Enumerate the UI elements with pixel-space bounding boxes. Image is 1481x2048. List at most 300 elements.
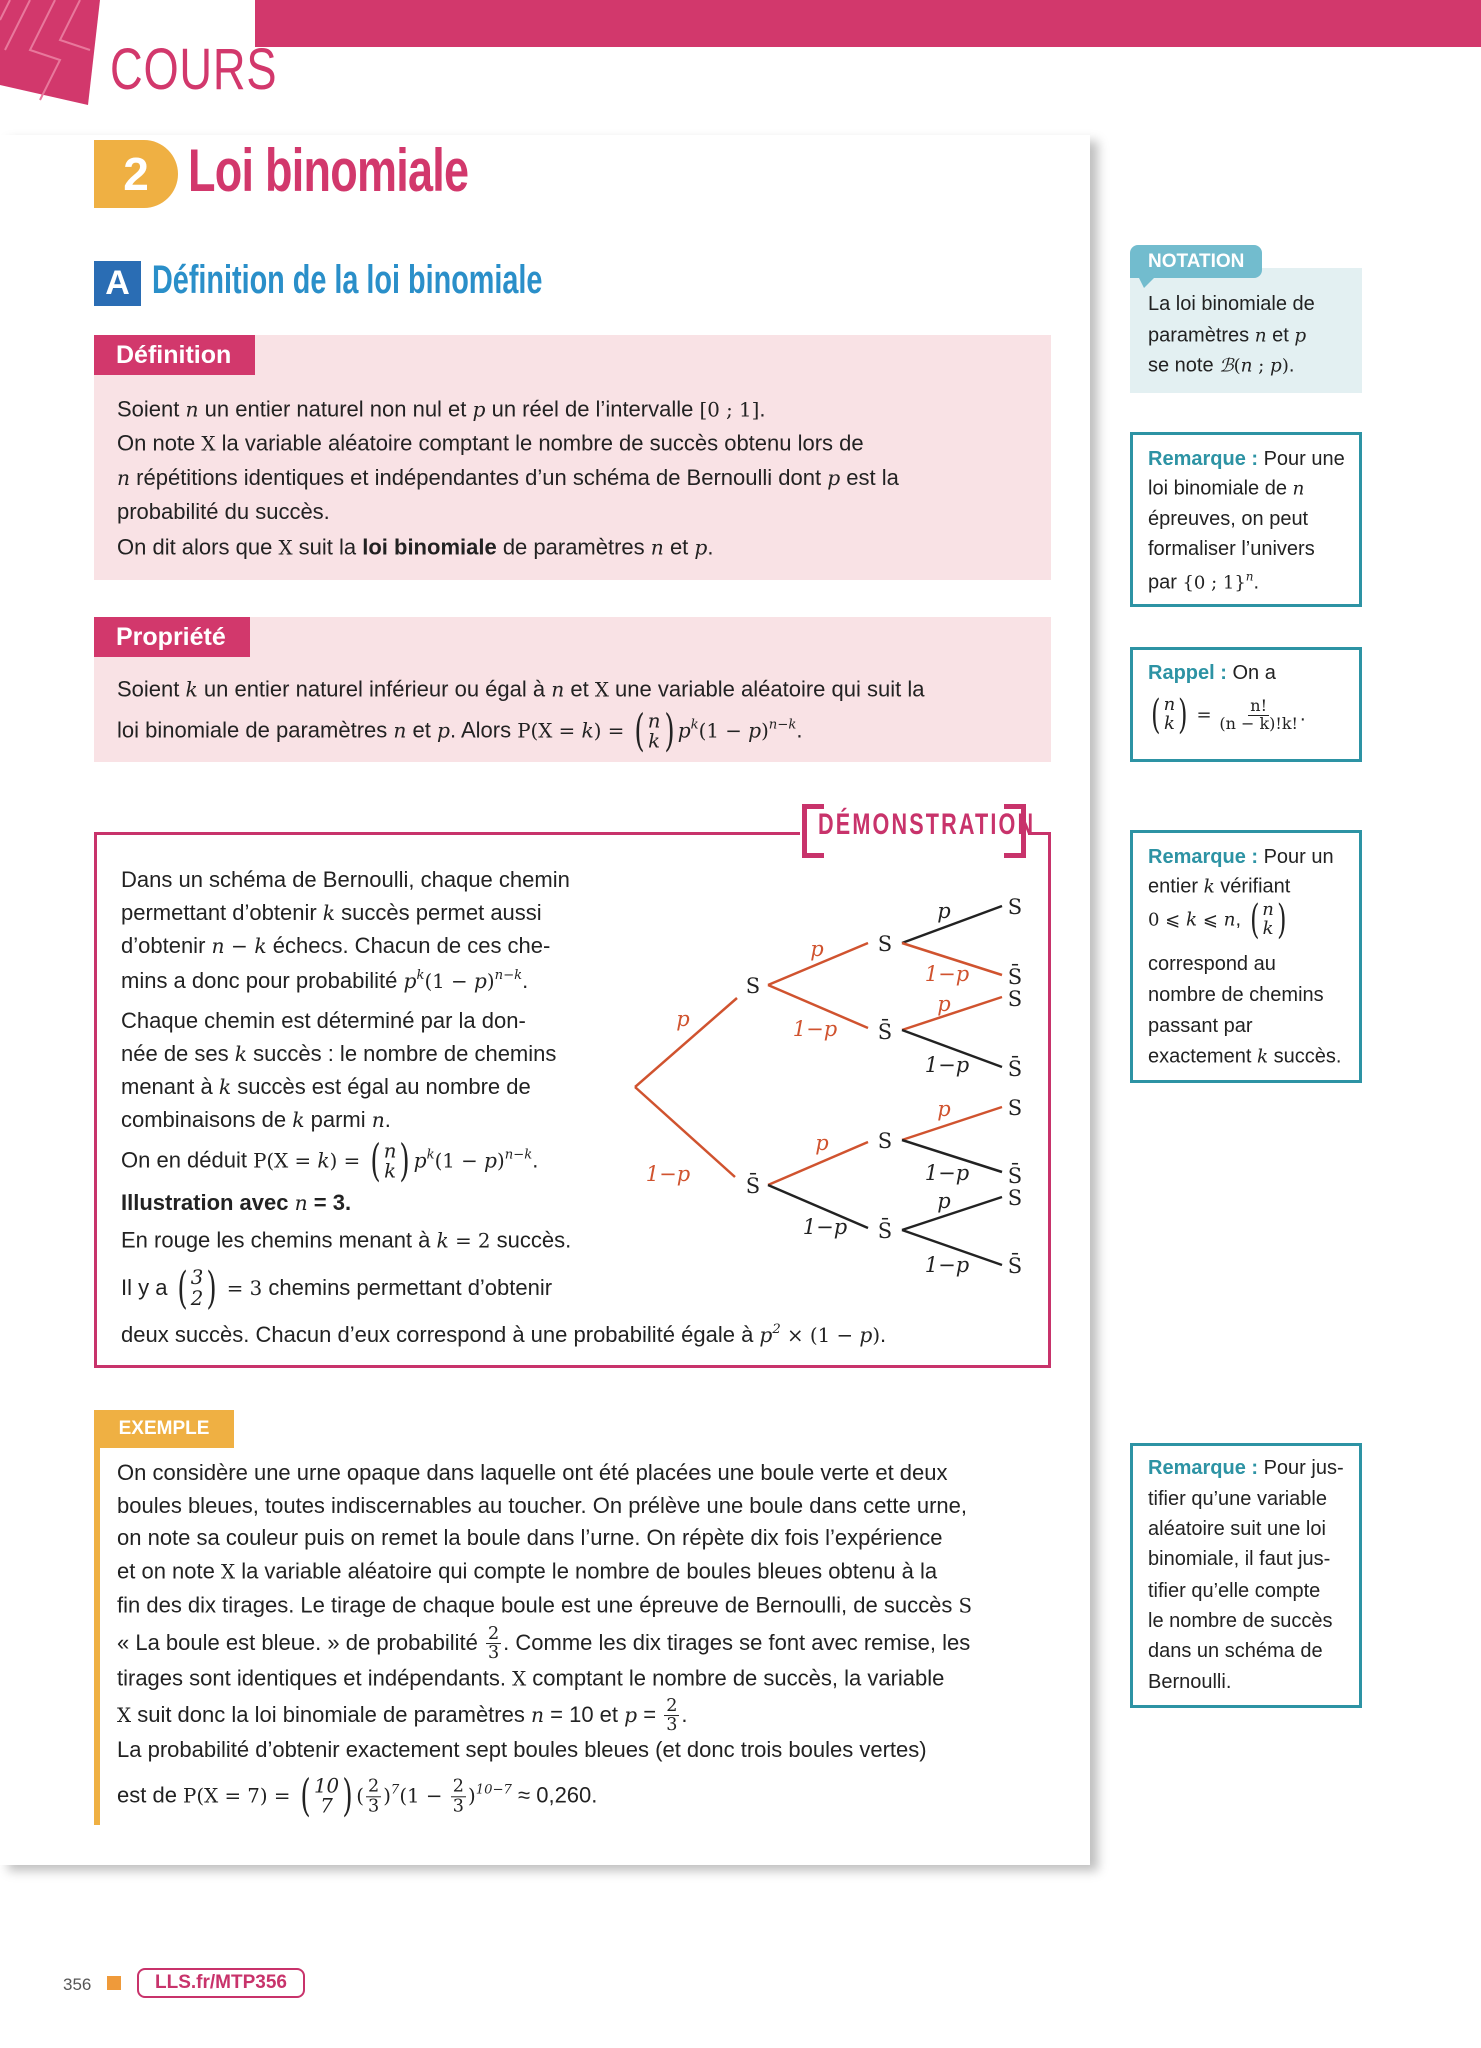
text-segment: tirages sont identiques et indépendants.	[117, 1665, 513, 1691]
paren-right: )	[663, 705, 675, 757]
bold-text: Illustration avec	[121, 1190, 295, 1215]
exponent: k	[426, 1147, 435, 1163]
text-line	[1148, 692, 1306, 738]
tree-leaf: S	[1007, 1096, 1023, 1120]
math-expression: ) =	[329, 1149, 367, 1173]
paren-left: (	[634, 705, 645, 757]
text-segment: suit donc la loi binomiale de paramètres	[131, 1701, 531, 1727]
fraction	[1219, 695, 1298, 733]
text-segment: menant à	[121, 1074, 219, 1099]
math-variable: p	[1270, 355, 1282, 377]
text-segment: tifier qu’elle compte	[1148, 1580, 1321, 1602]
math-variable: ℬ	[1219, 355, 1234, 377]
math-variable: n	[551, 677, 565, 702]
tree-leaf: S̄	[1007, 1254, 1023, 1278]
binomial-bottom: 7	[320, 1794, 333, 1818]
text-segment: On a	[1226, 662, 1276, 684]
exponent: 10−7	[475, 1782, 512, 1798]
text-segment: En rouge les chemins menant à	[121, 1227, 437, 1253]
bold-text: = 3.	[307, 1190, 352, 1215]
text-segment: suit la	[292, 534, 363, 560]
math-variable: n	[185, 397, 199, 422]
text-segment: chemins permettant d’obtenir	[262, 1274, 553, 1300]
text-line	[1148, 897, 1289, 943]
remark-heading: Remarque :	[1148, 448, 1259, 470]
binomial-top: n	[1163, 694, 1176, 716]
paren-right: )	[206, 1263, 218, 1314]
text-segment: une variable aléatoire qui suit la	[608, 676, 925, 702]
text-line	[117, 1589, 972, 1624]
exponent: 2	[772, 1321, 781, 1337]
math-expression: {0 ; 1}	[1182, 572, 1246, 594]
math-variable: p	[472, 397, 486, 422]
exponent: k	[416, 967, 425, 983]
math-variable: p	[437, 718, 450, 743]
fraction	[486, 1625, 501, 1663]
binomial-top: n	[647, 708, 661, 732]
math-expression: )	[872, 1324, 881, 1348]
text-segment: ≈ 0,260.	[511, 1782, 598, 1808]
text-segment: comptant le nombre de succès, la variable	[526, 1665, 945, 1691]
text-segment: est de	[117, 1782, 184, 1808]
branch-label: 1−p	[802, 1215, 848, 1239]
tree-branch	[902, 906, 1002, 943]
exponent: k	[690, 717, 699, 733]
fraction-numerator: 2	[666, 1696, 678, 1717]
math-expression: X	[201, 432, 216, 456]
branch-label: p	[937, 1189, 951, 1213]
math-expression: (	[356, 1784, 364, 1808]
text-segment: binomiale, il faut jus-	[1148, 1548, 1331, 1570]
math-expression: P(X =	[253, 1149, 318, 1173]
binomial-bottom: 2	[190, 1287, 204, 1310]
math-expression: )	[496, 1149, 505, 1173]
text-line	[1148, 287, 1315, 321]
math-expression: 0 ⩽	[1148, 909, 1186, 931]
math-expression: (1 −	[424, 970, 474, 994]
binomial-bottom: k	[1163, 713, 1175, 734]
math-variable: p	[624, 1702, 638, 1727]
math-variable: p	[694, 535, 708, 560]
branch-label: 1−p	[792, 1017, 838, 1041]
math-expression: = 2	[448, 1229, 491, 1253]
math-variable: n	[1240, 355, 1253, 377]
text-segment: « La boule est bleue. » de probabilité	[117, 1629, 484, 1655]
math-expression: )	[467, 1784, 476, 1808]
paren-right: )	[1276, 897, 1287, 943]
math-variable: n	[1223, 909, 1236, 931]
tree-node: S	[745, 974, 761, 998]
text-segment: La probabilité d’obtenir exactement sept boules bleues (et donc trois boules vertes)	[117, 1737, 927, 1762]
text-segment: entier	[1148, 875, 1204, 898]
text-segment: .	[1299, 703, 1306, 726]
text-segment: dans un schéma de	[1148, 1640, 1323, 1662]
branch-label: p	[815, 1131, 829, 1155]
binomial-top: 10	[313, 1773, 340, 1797]
text-segment: permettant d’obtenir	[121, 900, 323, 925]
tree-node: S̄	[745, 1174, 761, 1198]
text-line	[1148, 1634, 1323, 1668]
math-expression: ) =	[593, 719, 631, 743]
math-expression: (1 −	[399, 1784, 449, 1808]
math-expression: = 3	[220, 1276, 263, 1300]
text-segment: .	[522, 968, 529, 994]
text-segment: aléatoire suit une loi	[1148, 1518, 1326, 1540]
binomial-stack	[313, 1773, 340, 1818]
math-variable: n	[294, 1191, 308, 1215]
text-segment: et	[406, 717, 437, 743]
math-expression: ;	[1252, 355, 1271, 377]
text-segment: de paramètres	[496, 534, 651, 560]
text-segment: par	[1148, 571, 1183, 594]
exponent: 7	[390, 1782, 400, 1798]
text-segment: .	[880, 1322, 887, 1348]
binomial-top: n	[383, 1138, 397, 1162]
fraction	[366, 1778, 381, 1816]
text-line	[1148, 1040, 1341, 1075]
math-expression: (	[1233, 355, 1241, 377]
math-variable: k	[234, 1042, 248, 1066]
section-label: COURS	[110, 37, 278, 102]
math-expression: X	[220, 1560, 236, 1584]
example-bar	[94, 1410, 100, 1825]
branch-label: p	[937, 1097, 951, 1121]
binomial-bottom: k	[648, 729, 661, 753]
text-segment: un entier naturel inférieur ou égal à	[197, 676, 552, 702]
text-line	[1148, 1542, 1330, 1576]
math-variable: n	[1292, 478, 1305, 500]
tree-node: S̄	[877, 1020, 893, 1044]
math-expression: X	[117, 1703, 132, 1727]
text-line	[117, 1555, 937, 1590]
math-variable: n	[650, 535, 664, 560]
branch-label: 1−p	[645, 1162, 691, 1186]
text-line	[1148, 1512, 1326, 1546]
math-variable: k	[1185, 909, 1198, 931]
text-segment: Pour un	[1258, 846, 1334, 868]
text-segment: mins a donc pour probabilité	[121, 968, 404, 994]
text-line	[117, 1662, 944, 1697]
bold-text: loi binomiale	[362, 534, 497, 560]
text-line	[1148, 559, 1259, 600]
math-variable: p	[827, 466, 841, 490]
text-line	[1148, 349, 1294, 384]
text-segment: Pour jus-	[1258, 1457, 1344, 1479]
text-segment: . Alors	[449, 717, 518, 743]
math-expression: )	[383, 1784, 391, 1808]
paren-left: (	[1249, 897, 1260, 943]
text-segment: .	[384, 1107, 391, 1132]
math-variable: k	[1256, 1046, 1269, 1068]
text-segment: .	[759, 396, 766, 422]
branch-label: 1−p	[924, 1053, 970, 1077]
binomial-bottom: k	[384, 1159, 397, 1183]
text-line	[1148, 1451, 1344, 1485]
text-segment: on note sa couleur puis on remet la boule dans l’urne. On répète dix fois l’expérience	[117, 1525, 943, 1550]
binomial-coefficient	[1148, 692, 1191, 738]
branch-label: p	[810, 937, 824, 961]
tree-leaf: S	[1007, 1186, 1023, 1210]
text-segment: succès est égal au nombre de	[231, 1074, 531, 1099]
fraction-denominator: 3	[452, 1796, 464, 1817]
math-expression: P(X =	[517, 719, 582, 743]
math-variable: p	[473, 969, 487, 994]
math-variable: p	[413, 1148, 427, 1173]
binomial-stack	[1164, 696, 1176, 734]
text-segment: exactement	[1148, 1045, 1257, 1068]
text-segment: Soient	[117, 396, 186, 422]
text-line	[117, 1697, 688, 1735]
text-segment: le nombre de succès	[1148, 1610, 1333, 1632]
notation-label: NOTATION	[1130, 245, 1262, 278]
text-segment: Pour une	[1258, 448, 1345, 470]
branch-label: 1−p	[924, 1253, 970, 1277]
math-variable: k	[292, 1108, 305, 1132]
branch-label: p	[937, 899, 951, 923]
text-line	[1148, 1009, 1253, 1043]
math-variable: n	[530, 1702, 545, 1727]
text-segment: un entier naturel non nul et	[198, 396, 473, 422]
math-expression: ⩽	[1197, 909, 1224, 931]
text-line	[1148, 1665, 1231, 1699]
fraction-denominator: 3	[368, 1796, 380, 1817]
text-segment: nombre de chemins	[1148, 984, 1324, 1006]
paren-right: )	[399, 1135, 411, 1187]
text-segment: =	[637, 1701, 663, 1727]
page-title: Loi binomiale	[188, 137, 469, 204]
text-segment: .	[707, 534, 714, 560]
math-expression: X	[278, 536, 293, 560]
text-segment: deux succès. Chacun d’eux correspond à une probabilité égale à	[121, 1322, 760, 1348]
text-segment: .	[681, 1701, 688, 1727]
math-variable: k	[317, 1148, 330, 1173]
text-segment: La loi binomiale de	[1148, 293, 1315, 315]
text-segment: et	[564, 676, 595, 702]
text-segment: On en déduit	[121, 1147, 254, 1173]
text-segment: née de ses	[121, 1041, 235, 1066]
math-variable: p	[1294, 325, 1307, 347]
math-variable: n	[393, 718, 407, 743]
text-segment: probabilité du succès.	[117, 499, 330, 524]
demonstration-label: DÉMONSTRATION	[818, 808, 1036, 841]
text-segment: Chaque chemin est déterminé par la don-	[121, 1008, 526, 1033]
tree-leaf: S̄	[1007, 1164, 1023, 1188]
text-segment: .	[1288, 354, 1295, 377]
text-segment: vérifiant	[1214, 875, 1291, 898]
math-variable: k	[218, 1075, 232, 1099]
text-segment: correspond au	[1148, 953, 1276, 975]
remark-heading: Rappel :	[1148, 662, 1227, 684]
tree-leaf: S̄	[1007, 1057, 1023, 1081]
math-variable: p	[403, 969, 417, 994]
math-variable: n − k	[211, 934, 267, 958]
text-line	[117, 1521, 943, 1555]
math-expression: =	[1190, 704, 1218, 726]
tree-branch	[902, 1197, 1002, 1230]
subsection-title: Définition de la loi binomiale	[152, 258, 543, 302]
text-line	[117, 1733, 927, 1767]
paren-right: )	[1178, 692, 1188, 738]
paren-left: (	[1151, 692, 1161, 738]
math-variable: k	[1203, 876, 1215, 898]
fraction-denominator: (n − k)!k!	[1219, 713, 1298, 733]
remark-heading: Remarque :	[1148, 846, 1259, 868]
math-variable: k	[185, 677, 198, 702]
math-expression: )	[486, 970, 495, 994]
math-expression: (1 −	[434, 1149, 485, 1173]
text-segment: la variable aléatoire comptant le nombre de succès obtenu lors de	[215, 430, 864, 456]
remark-heading: Remarque :	[1148, 1457, 1259, 1479]
text-segment: Il y a	[121, 1274, 174, 1300]
fraction-denominator: 3	[487, 1643, 500, 1664]
text-segment: loi binomiale de paramètres	[117, 717, 394, 743]
exponent: n	[1245, 569, 1254, 584]
text-segment: tifier qu’une variable	[1148, 1488, 1327, 1510]
math-variable: p	[748, 718, 762, 743]
math-expression: P(X = 7) =	[183, 1784, 297, 1808]
math-variable: k	[436, 1228, 449, 1253]
math-variable: n	[371, 1108, 385, 1132]
text-segment: parmi	[304, 1107, 372, 1132]
fraction-denominator: 3	[666, 1715, 678, 1736]
math-variable: p	[859, 1323, 873, 1348]
binomial-top: 3	[190, 1266, 204, 1290]
math-expression: [0 ; 1]	[699, 398, 760, 422]
math-variable: p	[759, 1323, 773, 1348]
text-segment: = 10 et	[544, 1701, 625, 1727]
text-line	[1148, 502, 1308, 536]
text-segment: est la	[840, 465, 899, 490]
branch-label: 1−p	[924, 1161, 970, 1185]
property-label: Propriété	[94, 617, 250, 657]
text-segment: loi binomiale de	[1148, 477, 1293, 500]
math-expression: )	[1281, 355, 1289, 377]
text-segment: succès : le nombre de chemins	[247, 1041, 557, 1066]
text-segment: On considère une urne opaque dans laquelle ont été placées une boule verte et deux	[117, 1460, 948, 1485]
paren-left: (	[177, 1263, 188, 1314]
text-segment: formaliser l’univers	[1148, 538, 1315, 560]
text-line	[1148, 1482, 1327, 1516]
example-label: EXEMPLE	[94, 1410, 234, 1448]
math-variable: k	[322, 901, 336, 925]
fraction-numerator: 2	[368, 1776, 380, 1797]
text-segment: passant par	[1148, 1015, 1253, 1037]
text-line	[1148, 947, 1276, 981]
text-segment: un réel de l’intervalle	[485, 396, 700, 422]
text-segment: succès.	[1268, 1045, 1342, 1068]
resource-link[interactable]: LLS.fr/MTP356	[137, 1968, 305, 1998]
tree-leaf: S	[1007, 987, 1023, 1011]
text-segment: succès.	[490, 1227, 572, 1253]
math-expression: )	[761, 719, 769, 743]
math-expression: X	[512, 1667, 527, 1691]
tree-leaf: S	[1007, 895, 1023, 919]
branch-label: 1−p	[924, 962, 970, 986]
math-variable: k	[581, 718, 594, 743]
branch-label: p	[676, 1007, 690, 1031]
fraction-numerator: n!	[1250, 695, 1268, 715]
definition-label: Définition	[94, 335, 255, 375]
subsection-letter-badge: A	[94, 261, 141, 306]
branch-label: p	[937, 992, 951, 1016]
text-segment: combinaisons de	[121, 1107, 293, 1132]
text-line	[1148, 656, 1276, 690]
fraction	[664, 1697, 679, 1735]
page-number: 356	[63, 1975, 92, 1994]
text-line	[1148, 1574, 1320, 1608]
tree-node: S	[877, 1129, 893, 1153]
exponent: n−k	[504, 1147, 533, 1163]
text-segment: boules bleues, toutes indiscernables au toucher. On prélève une boule dans cette urne,	[117, 1493, 968, 1518]
fraction	[451, 1778, 466, 1816]
text-segment: fin des dix tirages. Le tirage de chaque boule est une épreuve de Bernoulli, de succès	[117, 1592, 959, 1618]
math-variable: n	[1254, 325, 1267, 347]
text-line	[117, 1489, 967, 1523]
text-segment: et	[663, 534, 695, 560]
text-segment: .	[1253, 571, 1260, 594]
binomial-stack	[1262, 901, 1274, 939]
tree-leaf: S̄	[1007, 965, 1023, 989]
text-segment: se note	[1148, 354, 1220, 377]
text-segment: et	[1266, 324, 1295, 347]
text-segment: et on note	[117, 1558, 221, 1584]
text-segment: On dit alors que	[117, 534, 279, 560]
text-line	[1148, 1604, 1333, 1638]
text-segment: succès permet aussi	[335, 900, 542, 925]
exponent: n−k	[494, 967, 523, 983]
footer-square-icon	[107, 1976, 121, 1990]
text-segment: .	[532, 1147, 539, 1173]
tree-branch	[902, 997, 1002, 1030]
text-segment: ,	[1235, 908, 1247, 931]
text-segment: épreuves, on peut	[1148, 508, 1309, 530]
math-expression: (1 −	[698, 719, 749, 743]
text-line	[117, 1770, 598, 1822]
math-variable: n	[117, 466, 131, 490]
tree-branch	[902, 1107, 1002, 1140]
text-line	[117, 1456, 948, 1490]
text-segment: On note	[117, 430, 202, 456]
text-segment: paramètres	[1148, 324, 1255, 347]
text-segment: Dans un schéma de Bernoulli, chaque chemin	[121, 867, 570, 892]
paren-right: )	[342, 1770, 353, 1822]
text-segment: .	[796, 717, 803, 743]
text-segment: la variable aléatoire qui compte le nombre de boules bleues obtenu à la	[235, 1558, 938, 1584]
text-segment: Soient	[117, 676, 186, 702]
fraction-numerator: 2	[452, 1776, 464, 1797]
math-variable: p	[677, 718, 691, 743]
binomial-coefficient	[297, 1770, 357, 1822]
text-segment: . Comme les dix tirages se font avec remise, les	[503, 1629, 971, 1655]
text-line	[1148, 978, 1324, 1012]
math-expression: S	[958, 1594, 972, 1618]
chapter-number-badge: 2	[94, 140, 178, 208]
binomial-bottom: k	[1262, 918, 1274, 939]
text-line	[117, 1625, 970, 1663]
exponent: n−k	[768, 717, 797, 733]
paren-left: (	[300, 1770, 311, 1822]
tree-node: S̄	[877, 1219, 893, 1243]
tree-node: S	[877, 932, 893, 956]
text-segment: Bernoulli.	[1148, 1671, 1232, 1693]
binomial-top: n	[1262, 899, 1274, 921]
math-variable: p	[484, 1148, 497, 1173]
fraction-numerator: 2	[487, 1624, 500, 1645]
text-segment: d’obtenir	[121, 933, 212, 958]
math-expression: X	[594, 678, 609, 702]
math-expression: × (1 −	[780, 1324, 860, 1348]
paren-left: (	[369, 1135, 381, 1187]
